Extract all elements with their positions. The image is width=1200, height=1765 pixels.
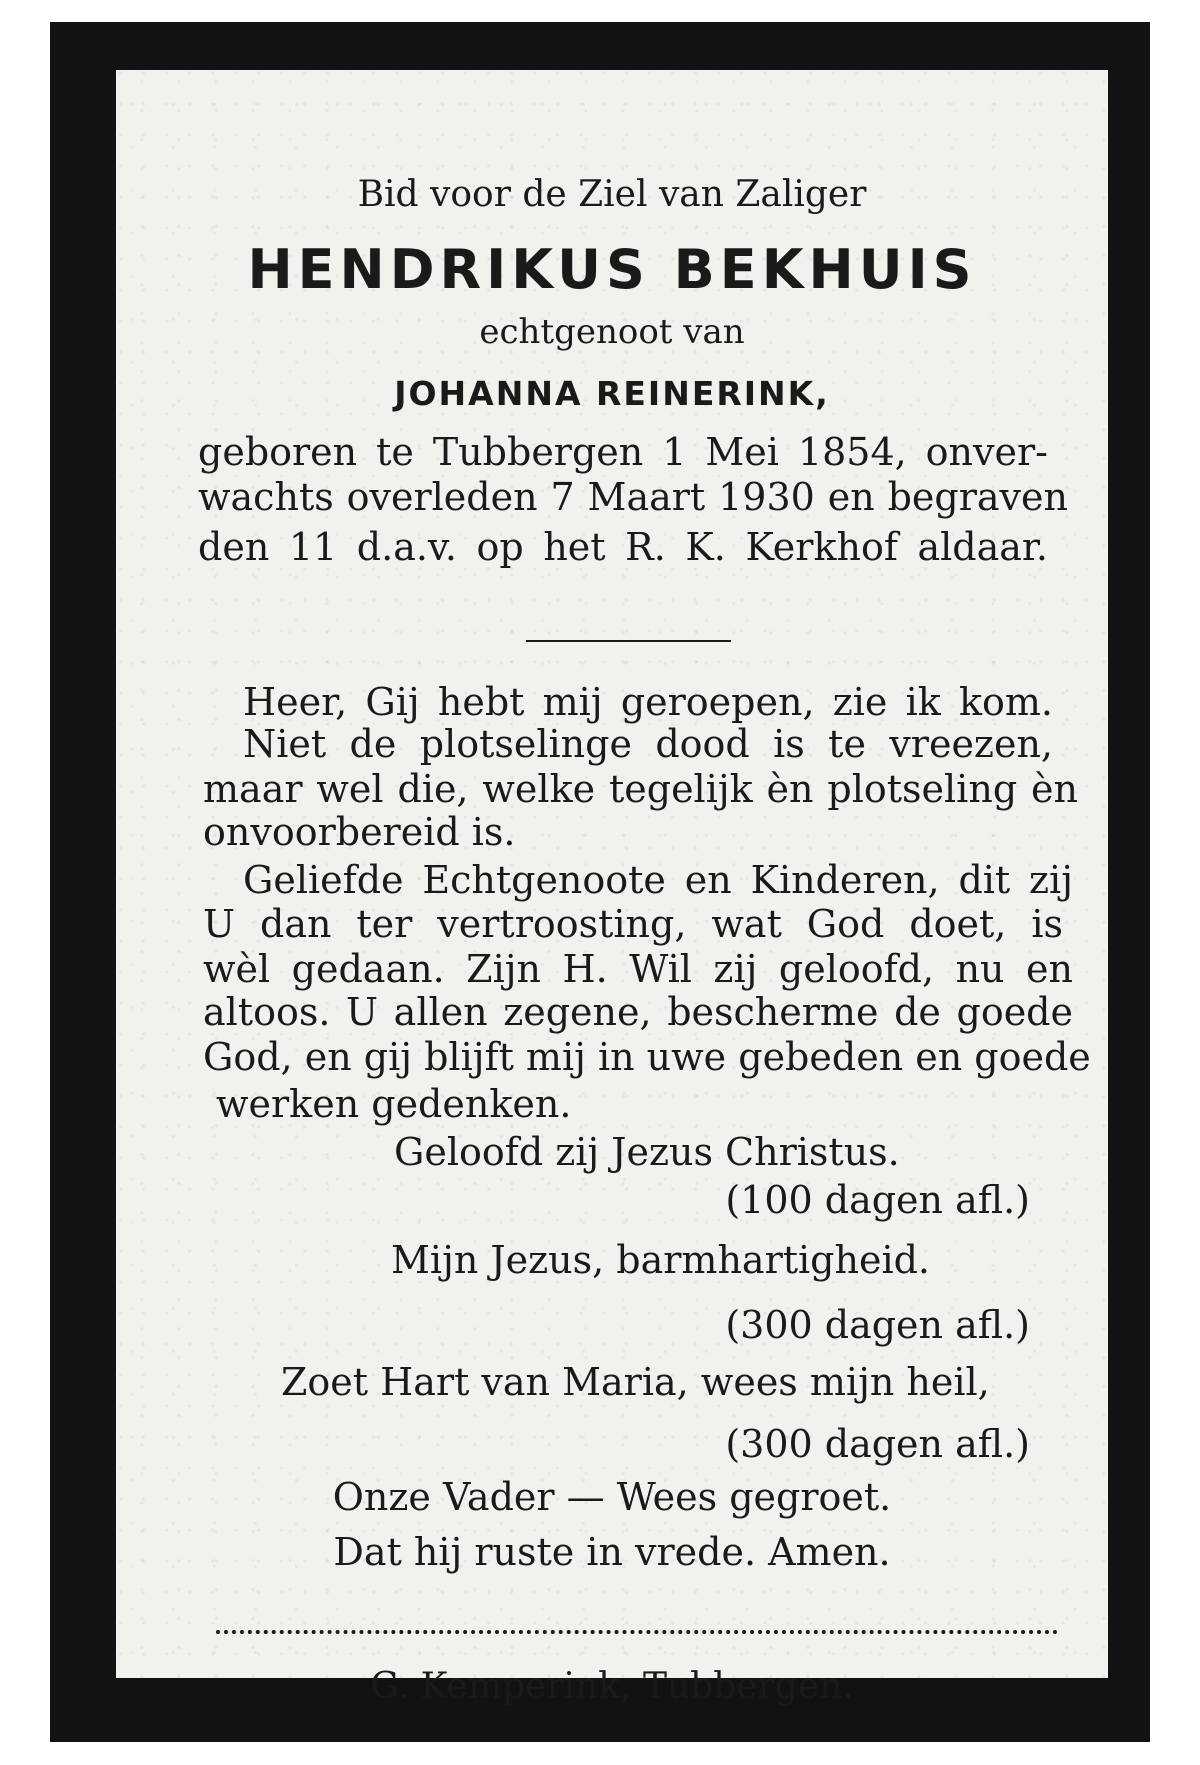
memorial-card — [50, 22, 1150, 1742]
relation-line: echtgenoot van — [479, 312, 745, 352]
prayer-line: Mijn Jezus, barmhartigheid. — [391, 1238, 931, 1282]
message-line: altoos. U allen zegene, bescherme de goede — [203, 990, 1073, 1034]
deceased-name: HENDRIKUS BEKHUIS — [247, 238, 977, 301]
prayer-line: Zoet Hart van Maria, wees mijn heil, — [281, 1360, 990, 1404]
message-line: onvoorbereid is. — [203, 810, 516, 854]
closing-prayers-line: Onze Vader — Wees gegroet. — [332, 1475, 892, 1519]
message-line: Geliefde Echtgenoote en Kinderen, dit zij — [243, 858, 1073, 902]
indulgence-line: (300 dagen afl.) — [725, 1303, 1030, 1347]
message-line: God, en gij blijft mij in uwe gebeden en goede — [203, 1035, 1091, 1079]
message-line: Heer, Gij hebt mij geroepen, zie ik kom. — [243, 680, 1053, 724]
message-line: werken gedenken. — [216, 1082, 572, 1126]
indulgence-line: (100 dagen afl.) — [725, 1178, 1030, 1222]
prayer-line: Geloofd zij Jezus Christus. — [394, 1130, 900, 1174]
printer-credit: G. Kemperink, Tubbergen. — [370, 1666, 854, 1707]
spouse-name: JOHANNA REINERINK, — [394, 374, 830, 413]
divider-rule — [526, 640, 731, 642]
bio-line: den 11 d.a.v. op het R. K. Kerkhof aldaar. — [198, 525, 1048, 569]
message-line: wèl gedaan. Zijn H. Wil zij geloofd, nu en — [203, 947, 1073, 991]
dotted-divider — [216, 1630, 1058, 1634]
message-line: Niet de plotselinge dood is te vreezen, — [243, 722, 1053, 766]
indulgence-line: (300 dagen afl.) — [725, 1422, 1030, 1466]
message-line: U dan ter vertroosting, wat God doet, is — [203, 902, 1063, 946]
bio-line: wachts overleden 7 Maart 1930 en begraven — [198, 475, 1068, 519]
intro-line: Bid voor de Ziel van Zaliger — [357, 174, 867, 215]
bio-line: geboren te Tubbergen 1 Mei 1854, onver- — [198, 430, 1048, 474]
message-line: maar wel die, welke tegelijk èn plotseling èn — [203, 767, 1078, 811]
rest-in-peace-line: Dat hij ruste in vrede. Amen. — [333, 1530, 891, 1574]
card-inner-panel — [116, 70, 1108, 1707]
